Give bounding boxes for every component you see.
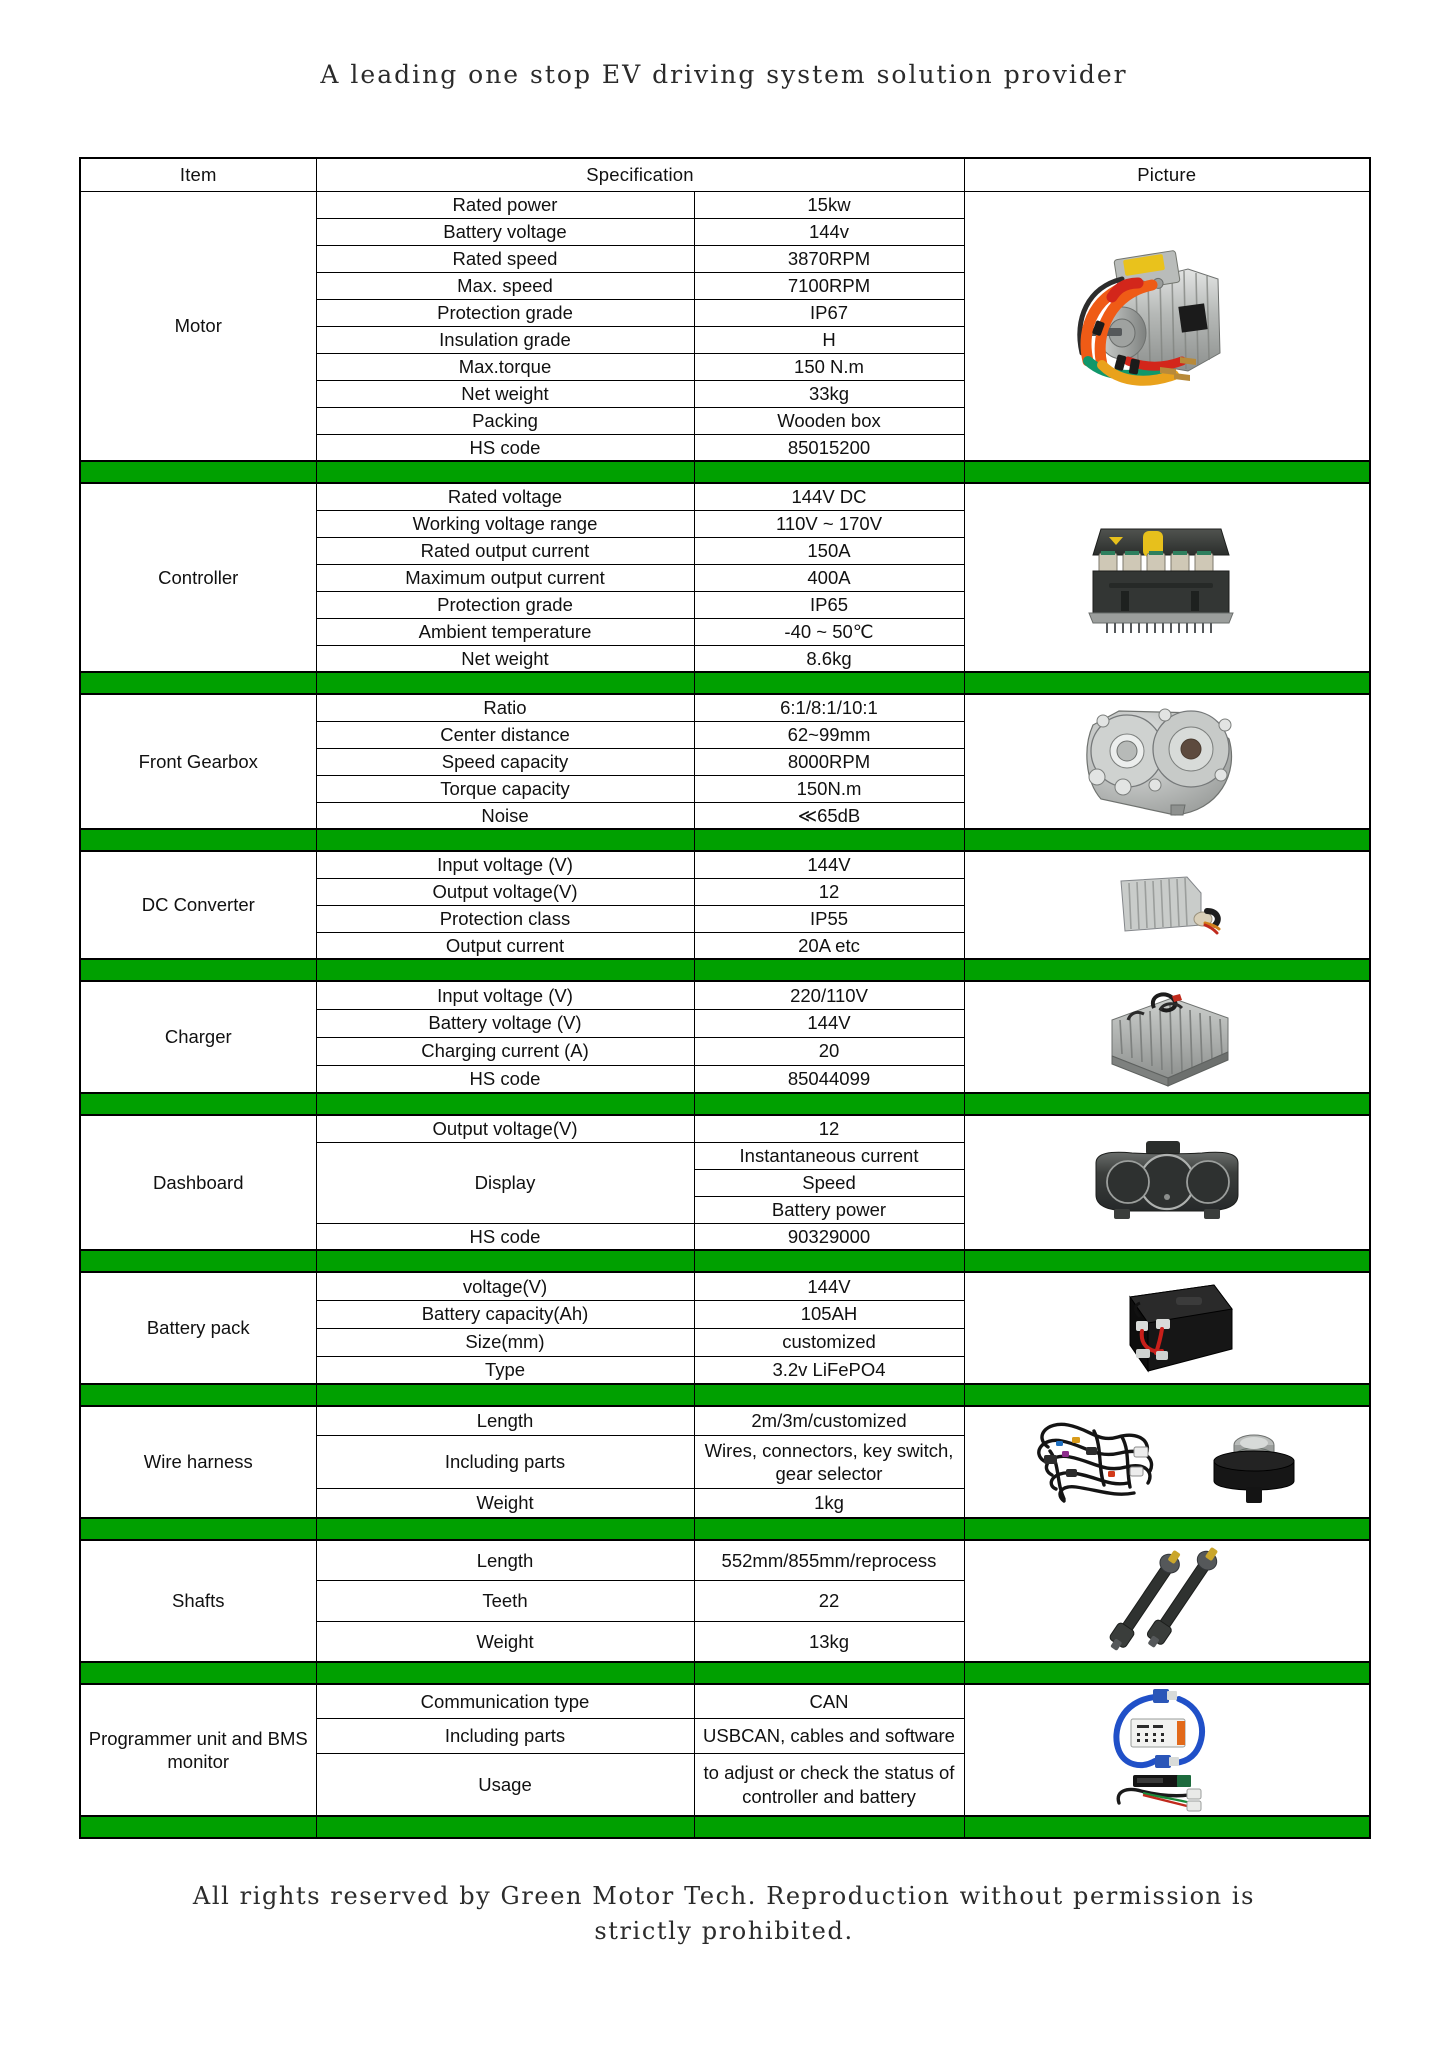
spec-value-cell: H [694,326,964,353]
product-picture [965,1685,1370,1815]
item-name-cell: Dashboard [80,1115,316,1250]
spec-label-cell: Max. speed [316,272,694,299]
table-row [80,483,1370,510]
drive-shafts-photo [1107,1541,1227,1661]
spec-value-cell: 15kw [694,191,964,218]
spec-value-cell: 150 N.m [694,353,964,380]
spec-label-cell: Protection grade [316,591,694,618]
copyright-notice: All rights reserved by Green Motor Tech. Reproduction without permission is strictly prohibited. [192,1882,1256,1946]
section-separator-cell [964,1250,1370,1272]
section-separator-cell [694,1518,964,1540]
gearbox-photo [1067,697,1267,827]
spec-value-cell: Battery power [694,1196,964,1223]
picture-cell [964,981,1370,1093]
spec-label-cell: Protection grade [316,299,694,326]
section-separator-cell [80,1093,316,1115]
table-row [80,981,1370,1009]
spec-label-cell: Battery voltage (V) [316,1009,694,1037]
spec-value-cell: 220/110V [694,981,964,1009]
section-separator-cell [316,1093,694,1115]
battery-pack-photo [1092,1273,1242,1383]
section-separator-cell [316,1518,694,1540]
section-separator-cell [80,829,316,851]
spec-value-cell: CAN [694,1684,964,1719]
section-separator-cell [316,959,694,981]
spec-label-cell: Charging current (A) [316,1037,694,1065]
column-header-item: Item [80,158,316,191]
spec-label-cell: Battery capacity(Ah) [316,1300,694,1328]
section-separator-cell [964,1816,1370,1838]
spec-value-cell: 62~99mm [694,721,964,748]
section-separator-cell [694,461,964,483]
spec-value-cell: 144V [694,851,964,878]
spec-label-cell: Input voltage (V) [316,851,694,878]
spec-value-cell: 105AH [694,1300,964,1328]
item-name-cell: Battery pack [80,1272,316,1384]
item-name-cell: DC Converter [80,851,316,959]
spec-label-cell: Rated speed [316,245,694,272]
section-separator-row [80,672,1370,694]
spec-value-cell: 3.2v LiFePO4 [694,1356,964,1384]
section-separator-cell [694,1250,964,1272]
spec-value-cell: 22 [694,1581,964,1622]
table-row [80,1115,1370,1142]
spec-label-cell: Torque capacity [316,775,694,802]
table-row [80,1272,1370,1300]
spec-value-cell: 85044099 [694,1065,964,1093]
spec-value-cell: 33kg [694,380,964,407]
section-separator-cell [80,1662,316,1684]
spec-label-cell: Output current [316,932,694,959]
ignition-switch-photo [1202,1415,1307,1510]
section-separator-cell [694,1093,964,1115]
charger-photo [1092,982,1242,1092]
item-name-cell: Wire harness [80,1406,316,1518]
spec-label-cell: Teeth [316,1581,694,1622]
section-separator-cell [694,829,964,851]
section-separator-row [80,1384,1370,1406]
spec-value-cell: 12 [694,878,964,905]
spec-label-cell: Center distance [316,721,694,748]
spec-value-cell: 150A [694,537,964,564]
table-row [80,694,1370,721]
spec-label-cell: voltage(V) [316,1272,694,1300]
product-picture [965,1541,1370,1661]
picture-cell [964,1540,1370,1662]
picture-cell [964,1684,1370,1816]
section-separator-cell [80,1250,316,1272]
picture-cell [964,1115,1370,1250]
section-separator-row [80,1250,1370,1272]
section-separator-row [80,959,1370,981]
spec-label-cell: Working voltage range [316,510,694,537]
spec-value-cell: to adjust or check the status of controller and battery [694,1754,964,1817]
dc-converter-photo [1107,865,1227,945]
picture-cell [964,483,1370,672]
section-separator-row [80,1518,1370,1540]
spec-label-cell: Speed capacity [316,748,694,775]
spec-label-cell: Length [316,1540,694,1581]
section-separator-row [80,461,1370,483]
item-name-cell: Front Gearbox [80,694,316,829]
section-separator-cell [316,829,694,851]
spec-label-cell: Input voltage (V) [316,981,694,1009]
spec-value-cell: 6:1/8:1/10:1 [694,694,964,721]
spec-label-cell: HS code [316,1065,694,1093]
spec-value-cell: 8.6kg [694,645,964,672]
spec-value-cell: IP55 [694,905,964,932]
section-separator-cell [80,461,316,483]
product-picture [965,1273,1370,1383]
specification-table [79,157,1371,1839]
section-separator-row [80,1816,1370,1838]
spec-label-cell: Rated power [316,191,694,218]
spec-label-cell: Rated output current [316,537,694,564]
section-separator-cell [694,959,964,981]
picture-cell [964,191,1370,461]
section-separator-cell [316,461,694,483]
spec-label-cell: Net weight [316,645,694,672]
spec-label-cell: Protection class [316,905,694,932]
column-header-picture: Picture [964,158,1370,191]
specification-table-wrapper [79,93,1369,1839]
spec-value-cell: 150N.m [694,775,964,802]
spec-value-cell: 1kg [694,1489,964,1519]
spec-label-cell: Max.torque [316,353,694,380]
item-name-cell: Motor [80,191,316,461]
spec-label-cell: Rated voltage [316,483,694,510]
section-separator-cell [80,672,316,694]
spec-label-cell: Including parts [316,1719,694,1754]
spec-value-cell: 144V [694,1009,964,1037]
picture-cell [964,1406,1370,1518]
spec-value-cell: 144V DC [694,483,964,510]
section-separator-cell [80,1816,316,1838]
table-header-row [80,158,1370,191]
section-separator-cell [316,672,694,694]
spec-value-cell: 400A [694,564,964,591]
spec-value-cell: 13kg [694,1622,964,1663]
spec-value-cell: 3870RPM [694,245,964,272]
spec-value-cell: IP65 [694,591,964,618]
section-separator-cell [316,1384,694,1406]
spec-label-cell: Including parts [316,1436,694,1489]
spec-label-cell: Communication type [316,1684,694,1719]
table-body [80,191,1370,1838]
spec-label-cell: Packing [316,407,694,434]
spec-label-cell: Length [316,1406,694,1436]
picture-cell [964,851,1370,959]
spec-label-cell: Type [316,1356,694,1384]
section-separator-cell [964,829,1370,851]
spec-value-cell: 110V ~ 170V [694,510,964,537]
motor-controller-photo [1077,515,1257,640]
spec-value-cell: USBCAN, cables and software [694,1719,964,1754]
section-separator-cell [964,672,1370,694]
picture-cell [964,1272,1370,1384]
spec-value-cell: 20A etc [694,932,964,959]
spec-label-cell: Weight [316,1622,694,1663]
spec-value-cell: 144V [694,1272,964,1300]
programmer-bms-kit-photo [1097,1685,1237,1815]
section-separator-row [80,1093,1370,1115]
spec-label-cell: Maximum output current [316,564,694,591]
electric-motor-photo [1052,229,1282,424]
section-separator-cell [964,1093,1370,1115]
product-picture [965,1407,1370,1517]
spec-label-cell: Noise [316,802,694,829]
spec-value-cell: Wooden box [694,407,964,434]
page-tagline: A leading one stop EV driving system solution provider [320,60,1128,89]
spec-value-cell: 12 [694,1115,964,1142]
section-separator-cell [964,1518,1370,1540]
section-separator-cell [964,1662,1370,1684]
section-separator-cell [964,1384,1370,1406]
section-separator-cell [964,959,1370,981]
spec-label-cell: Usage [316,1754,694,1817]
spec-value-cell: IP67 [694,299,964,326]
spec-value-cell: Instantaneous current [694,1142,964,1169]
table-row [80,851,1370,878]
picture-cell [964,694,1370,829]
section-separator-cell [80,1384,316,1406]
table-row [80,1684,1370,1719]
section-separator-row [80,829,1370,851]
column-header-specification: Specification [316,158,964,191]
product-picture [965,1135,1370,1231]
spec-value-cell: 8000RPM [694,748,964,775]
spec-label-cell: Display [316,1142,694,1223]
spec-label-cell: Output voltage(V) [316,878,694,905]
section-separator-cell [694,1384,964,1406]
spec-label-cell: HS code [316,1223,694,1250]
spec-value-cell: Wires, connectors, key switch, gear selector [694,1436,964,1489]
product-picture [965,697,1370,827]
section-separator-cell [80,959,316,981]
spec-value-cell: 20 [694,1037,964,1065]
spec-label-cell: Weight [316,1489,694,1519]
spec-value-cell: customized [694,1328,964,1356]
item-name-cell: Controller [80,483,316,672]
section-separator-cell [694,1816,964,1838]
table-header [80,158,1370,191]
item-name-cell: Programmer unit and BMS monitor [80,1684,316,1816]
section-separator-cell [316,1662,694,1684]
spec-label-cell: HS code [316,434,694,461]
dashboard-cluster-photo [1082,1135,1252,1231]
spec-label-cell: Battery voltage [316,218,694,245]
spec-value-cell: 144v [694,218,964,245]
product-picture [965,515,1370,640]
section-separator-cell [694,672,964,694]
section-separator-cell [316,1816,694,1838]
spec-value-cell: 90329000 [694,1223,964,1250]
spec-value-cell: 85015200 [694,434,964,461]
spec-label-cell: Ambient temperature [316,618,694,645]
spec-value-cell: Speed [694,1169,964,1196]
spec-label-cell: Net weight [316,380,694,407]
table-row [80,1540,1370,1581]
spec-label-cell: Insulation grade [316,326,694,353]
product-picture [965,229,1370,424]
wire-harness-photo [1026,1407,1176,1517]
spec-label-cell: Output voltage(V) [316,1115,694,1142]
section-separator-row [80,1662,1370,1684]
spec-value-cell: 2m/3m/customized [694,1406,964,1436]
spec-value-cell: 552mm/855mm/reprocess [694,1540,964,1581]
product-picture [965,865,1370,945]
item-name-cell: Shafts [80,1540,316,1662]
spec-label-cell: Size(mm) [316,1328,694,1356]
spec-label-cell: Ratio [316,694,694,721]
section-separator-cell [694,1662,964,1684]
item-name-cell: Charger [80,981,316,1093]
section-separator-cell [80,1518,316,1540]
section-separator-cell [316,1250,694,1272]
section-separator-cell [964,461,1370,483]
table-row [80,1406,1370,1436]
spec-value-cell: 7100RPM [694,272,964,299]
spec-value-cell: -40 ~ 50℃ [694,618,964,645]
product-picture [965,982,1370,1092]
table-row [80,191,1370,218]
spec-value-cell: ≪65dB [694,802,964,829]
